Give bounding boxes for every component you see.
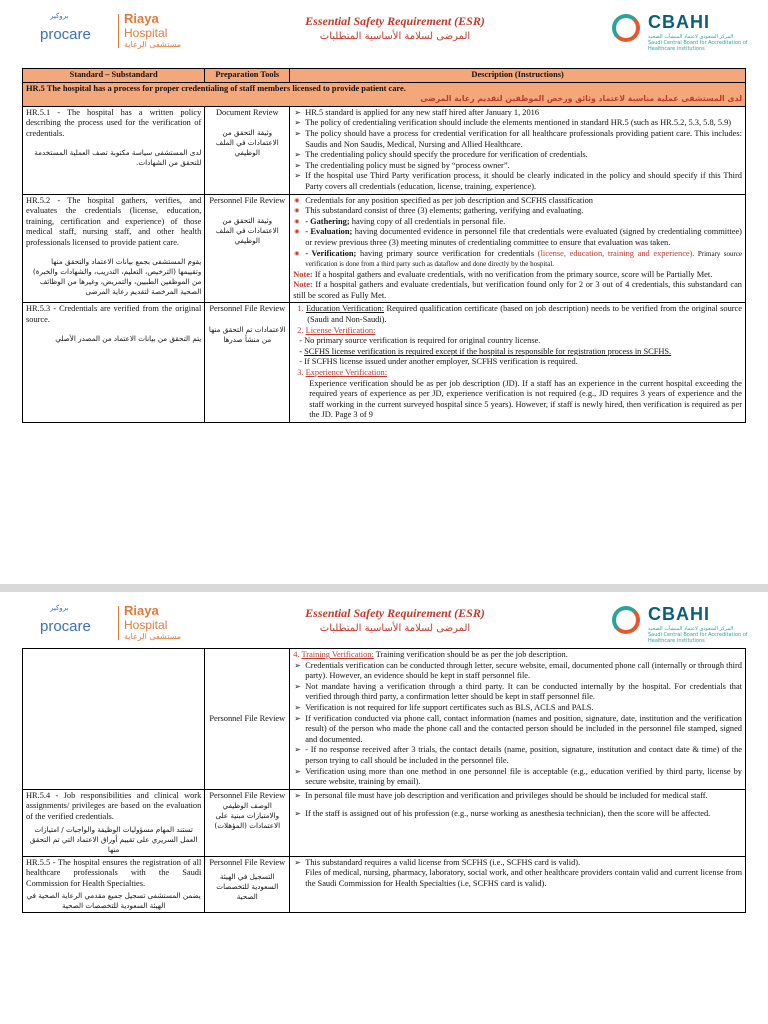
list-item: ➢ This substandard requires a valid license from SCFHS (i.e., SCFHS card is valid). Files of medical, nursing, pharmacy, laboratory, social work, and other healthcare providers contain valid and current license from the Saudi Commission for Health Specialties (i.e, SCFHS card is valid).	[305, 858, 742, 890]
list-item: ➢ Verification is not required for life support certificates such as BLS, ACLS and PALS.	[305, 703, 742, 714]
hr52-description-list	[293, 196, 742, 270]
list-item: ➢ If the staff is assigned out of his profession (e.g., nurse working as anesthesia technician), then the score will be affected.	[305, 809, 742, 820]
page-header	[0, 0, 768, 60]
esr-title-arabic: المرضى لسلامة الأساسية المتطلبات	[319, 623, 471, 634]
education-verification: 1. Education Verification: Required qualification certificate (based on job description) needs to be verified from the original source (Saudi and Non-Saudi).	[297, 304, 742, 325]
training-verification: 4. Training Verification: Training verification should be as per the job description.	[293, 650, 568, 659]
experience-verification-text: Experience verification should be as per job description (JD). If a staff has an experience in the current hospital exceeding the required years of experience as per JD, experience verification is not required (e.g., JD requires 3 years of experience and the staff working in the current surveyed hospital since 5 years). However, if staff is newly hired, then verification is required as per the JD. Page 3 of 9	[309, 378, 742, 420]
page-separator	[0, 584, 768, 592]
standards-table-continued	[22, 648, 746, 913]
hr52-note-1: Note: If a hospital gathers and evaluate credentials, with no verification from the primary source, score will be Partially Met.	[293, 269, 713, 279]
cbahi-logo: CBAHI المركز السعودي لاعتماد المنشآت الصحية Saudi Central Board for Accreditation of Healthcare Institutions	[612, 604, 752, 644]
table-row	[23, 106, 746, 194]
license-item: - No primary source verification is required for original country license.	[299, 336, 541, 346]
hr54-standard: HR.5.4 - Job responsibilities and clinical work assignments/ privileges are based on the evaluation of the verified credentials.	[26, 790, 202, 821]
hr51-tool: Document Review	[215, 107, 279, 117]
hr53-tool: Personnel File Review	[209, 304, 286, 314]
list-item: ◉ This substandard consist of three (3) elements; gathering, verifying and evaluating.	[305, 206, 742, 217]
table-row	[23, 649, 746, 790]
hospital-logo: بروكير procare Riaya Hospital مستشفى الرعاية	[40, 11, 182, 49]
procare-logo-text: procare	[40, 618, 91, 635]
list-item: ➢ Verification using more than one method in one personnel file is acceptable (e.g., education verified by third party, license by secure website, training by email).	[305, 767, 742, 788]
list-item: ➢ The credentialing policy must be signed by “process owner”.	[305, 161, 742, 172]
hr51-description-list	[293, 108, 742, 193]
list-item: ➢ Credentials verification can be conducted through letter, secure website, email, documented phone call (internally or through third party). However, an evidence should be kept in staff personnel file.	[305, 661, 742, 682]
standards-table	[22, 68, 746, 423]
riaya-logo-text: Riaya	[124, 603, 159, 618]
hospital-logo: بروكير procare Riaya Hospital مستشفى الرعاية	[40, 603, 182, 641]
hr51-standard-arabic: لدى المستشفى سياسة مكتوبة تصف العملية المستخدمة للتحقق من الشهادات.	[34, 147, 202, 167]
table-row	[23, 303, 746, 423]
hr55-description-list	[293, 858, 742, 890]
procare-logo-text: procare	[40, 26, 91, 43]
list-item: ◉ Credentials for any position specified as per job description and SCFHS classification	[305, 196, 742, 207]
list-item: ➢ If verification conducted via phone call, contact information (names and position, signature, date, institution and the verification result) of the person who made the phone call and the contacted person should be included in the personnel file stamped, signed and documented.	[305, 714, 742, 746]
hr52-standard-arabic: يقوم المستشفى بجمع بيانات الاعتماد والتحقق منها وتقييمها (الترخيص، التعليم، التدريب، والشهادات والخبرة) من الموظفين الطبيين، والتمريض، وغيرها من الوظائف الصحية المرخصة لتقديم رعاية المرضى	[32, 256, 202, 296]
training-list	[293, 661, 742, 788]
hr55-standard-arabic: يضمن المستشفى تسجيل جميع مقدمي الرعاية الصحية في الهيئة السعودية للتخصصات الصحية	[26, 891, 201, 911]
list-item: ➢ The policy of credentialing verification should include the elements mentioned in standard HR.5 (such as HR.5.2, 5.3, 5.8, 5.9)	[305, 118, 742, 129]
hr55-standard: HR.5.5 - The hospital ensures the registration of all healthcare professionals with the Saudi Commission for Health Specialties.	[26, 857, 202, 888]
hr54-tool-arabic: الوصف الوظيفي والامتيازات مبنية على الاعتمادات (المؤهلات)	[214, 801, 281, 831]
esr-title: Essential Safety Requirement (ESR)	[305, 14, 485, 28]
hr54-description-list	[293, 791, 742, 820]
list-item: ◉ - Verification; having primary source verification for credentials (license, education, training and experience). Primary source verification is done from a third party such as dataflow and done directly by the hospital.	[305, 249, 742, 270]
page-header	[0, 592, 768, 652]
list-item: ➢ The policy should have a process for credential verification for all healthcare professionals providing patient care. This includes: Saudis and Non Saudis, Medical, Nursing and Allied Healthcare.	[305, 129, 742, 150]
hr5-title-arabic: لدى المستشفى عملية مناسبة لاعتماد وثائق ورخص الموظفين لتقديم رعاية المرضى	[420, 94, 742, 104]
riaya-logo-text: Riaya	[124, 11, 159, 26]
hr53-tool-arabic: الاعتمادات تم التحقق منها من منشأ صدرها	[208, 325, 286, 345]
list-item: ➢ - If no response received after 3 trials, the contact details (name, position, signature, institution and contact date & time) of the person trying to call should be included in the personnel file.	[305, 745, 742, 766]
hr55-tool-arabic: التسجيل في الهيئة السعودية للتخصصات الصحية	[216, 872, 279, 902]
hr53-standard: HR.5.3 - Credentials are verified from the original source.	[26, 304, 202, 325]
hr52-tool: Personnel File Review	[209, 195, 286, 205]
table-row	[23, 789, 746, 856]
cbahi-ring-icon	[612, 606, 640, 634]
col-header-description: Description (Instructions)	[290, 69, 746, 83]
list-item: ➢ HR.5 standard is applied for any new staff hired after January 1, 2016	[305, 108, 742, 119]
list-item: ➢ The credentialing policy should specify the procedure for verification of credentials.	[305, 150, 742, 161]
list-item: ➢ Not mandate having a verification through a third party. It can be conducted internally by the hospital. For credentials that verified through third party, a confirmation letter should be kept in staff personnel file.	[305, 682, 742, 703]
esr-title: Essential Safety Requirement (ESR)	[305, 606, 485, 620]
list-item: ◉ - Evaluation; having documented evidence in personnel file that credentials were evaluated (signed by credentialing committee) or review previous three (3) meeting minutes of credentialing committee to ensure that evaluation was taken.	[305, 227, 742, 248]
training-tool: Personnel File Review	[209, 713, 286, 723]
list-item: ➢ In personal file must have job description and verification and privileges should be should be included for medical staff.	[305, 791, 742, 802]
hr53-standard-arabic: يتم التحقق من بيانات الاعتماد من المصدر الأصلي	[55, 333, 202, 343]
hr52-standard: HR.5.2 - The hospital gathers, verifies, and evaluates the credentials (license, education, training, certification and experience) of those medical staff, nursing staff, and other health professionals licensed to provide patient care.	[26, 195, 202, 247]
license-item: - If SCFHS license issued under another employer, SCFHS verification is required.	[299, 357, 578, 367]
hr55-tool: Personnel File Review	[209, 857, 286, 867]
header-title	[250, 14, 540, 42]
license-verification-heading: 2. License Verification:	[297, 325, 376, 335]
hr54-tool: Personnel File Review	[209, 790, 286, 800]
table-row	[23, 194, 746, 303]
document-page-2	[0, 592, 768, 1024]
license-item: - SCFHS license verification is required except if the hospital is responsible for registration process in SCFHS.	[299, 346, 672, 356]
hr54-standard-arabic: تستند المهام مسؤوليات الوظيفة والواجبات / امتيازات العمل السريري على تقييم أوراق الاعتماد التي تم التحقق منها	[29, 824, 198, 854]
cbahi-logo: CBAHI المركز السعودي لاعتماد المنشآت الصحية Saudi Central Board for Accreditation of Healthcare Institutions	[612, 12, 752, 52]
table-row	[23, 856, 746, 913]
list-item: ◉ - Gathering; having copy of all credentials in personal file.	[305, 217, 742, 228]
page-number: Page 3 of 9	[335, 410, 373, 420]
header-title	[250, 606, 540, 634]
col-header-tools: Preparation Tools	[205, 69, 290, 83]
list-item: ➢ If the hospital use Third Party verification process, it should be clearly indicated in the policy and should specify if this Third Party covers all credentials (education, license, training, experience).	[305, 171, 742, 192]
hr52-tool-arabic: وثيقة التحقق من الاعتمادات في الملف الوظيفي	[215, 216, 279, 246]
hr5-title: HR.5 The hospital has a process for proper credentialing of staff members licensed to provide patient care.	[26, 83, 406, 93]
esr-title-arabic: المرضى لسلامة الأساسية المتطلبات	[319, 31, 471, 42]
hr51-standard: HR.5.1 - The hospital has a written policy describing the process used for the verification of credentials.	[26, 107, 202, 138]
table-header-row	[23, 69, 746, 83]
experience-verification-heading: 3. Experience Verification:	[297, 368, 388, 378]
hr5-row	[23, 82, 746, 106]
col-header-standard: Standard – Substandard	[23, 69, 205, 83]
hr52-note-2: Note: If a hospital gathers and evaluate credentials, but verification found only for 2 or 3 out of 4 credentials, this substandard can still be scored as Fully Met.	[293, 280, 742, 300]
hr51-tool-arabic: وثيقة التحقق من الاعتمادات في الملف الوظيفي	[215, 128, 279, 158]
cbahi-ring-icon	[612, 14, 640, 42]
